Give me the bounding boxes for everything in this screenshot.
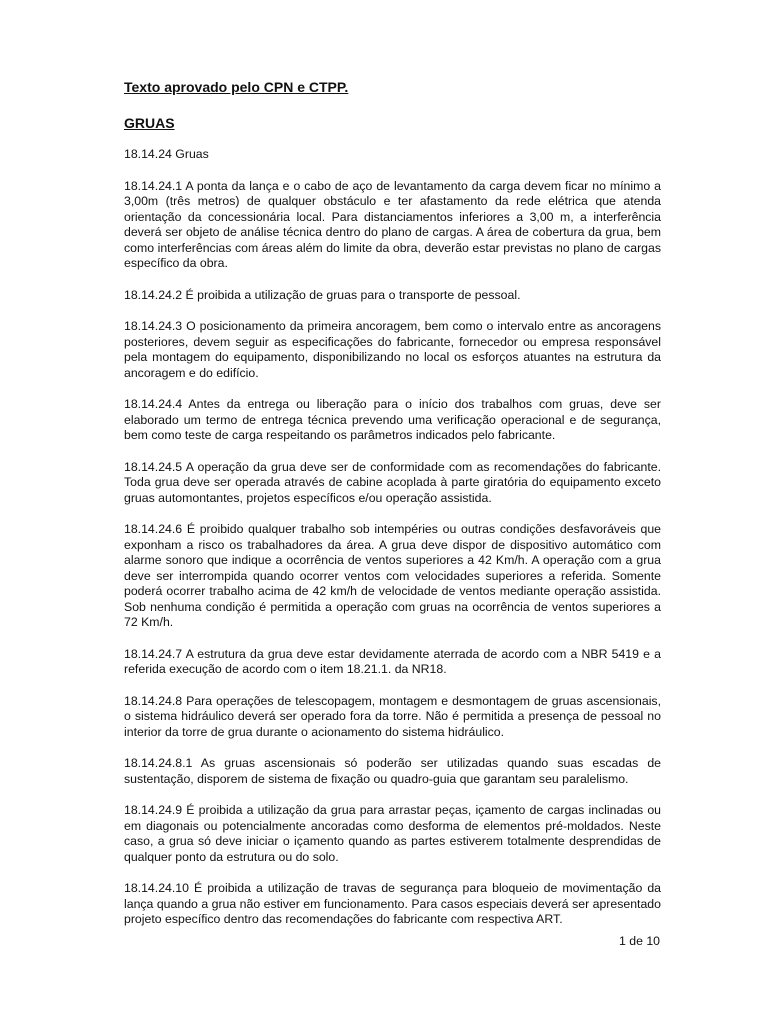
paragraph-18-14-24-7: 18.14.24.7 A estrutura da grua deve estar devidamente aterrada de acordo com a NBR 5419 e a referida execução de acordo com o item 18.21.1. da NR18.: [124, 646, 661, 676]
paragraph-18-14-24-8: 18.14.24.8 Para operações de telescopagem, montagem e desmontagem de gruas ascensionais, o sistema hidráulico deverá ser operado fora da torre. Não é permitida a presença de pessoal no interior da torre de grua durante o acionamento do sistema hidráulico.: [124, 693, 661, 739]
paragraph-18-14-24-2: 18.14.24.2 É proibida a utilização de gruas para o transporte de pessoal.: [124, 287, 521, 302]
paragraph-18-14-24-3: 18.14.24.3 O posicionamento da primeira ancoragem, bem como o intervalo entre as ancoragens posteriores, devem seguir as especificações do fabricante, fornecedor ou empresa responsável pela montagem do equipamento, disponibilizando no local os esforços atuantes na estrutura da ancoragem e do edifício.: [124, 319, 661, 380]
paragraph-18-14-24-8-1: 18.14.24.8.1 As gruas ascensionais só poderão ser utilizadas quando suas escadas de sustentação, disporem de sistema de fixação ou quadro-guia que garantam seu paralelismo.: [124, 756, 661, 786]
document-body: [124, 78, 661, 944]
section-heading: GRUAS: [124, 115, 175, 131]
section-label: 18.14.24 Gruas: [124, 147, 209, 161]
paragraph-18-14-24-6: 18.14.24.6 É proibido qualquer trabalho sob intempéries ou outras condições desfavoráveis que exponham a risco os trabalhadores da área. A grua deve dispor de dispositivo automático com alarme sonoro que indique a ocorrência de ventos superiores a 42 Km/h. A operação com a grua deve ser interrompida quando ocorrer ventos com velocidades superiores a referida. Somente poderá ocorrer trabalho acima de 42 km/h de velocidade de ventos mediante operação assistida. Sob nenhuma condição é permitida a operação com gruas na ocorrência de ventos superiores a 72 Km/h.: [124, 522, 661, 629]
paragraph-18-14-24-4: 18.14.24.4 Antes da entrega ou liberação para o início dos trabalhos com gruas, deve ser elaborado um termo de entrega técnica prevendo uma verificação operacional e de segurança, bem como teste de carga respeitando os parâmetros indicados pelo fabricante.: [124, 397, 661, 442]
paragraph-18-14-24-5: 18.14.24.5 A operação da grua deve ser de conformidade com as recomendações do fabricante. Toda grua deve ser operada através de cabine acoplada à parte giratória do equipamento exceto gruas automontantes, projetos específicos e/ou operação assistida.: [124, 459, 661, 505]
document-title: Texto aprovado pelo CPN e CTPP.: [124, 79, 349, 95]
paragraph-18-14-24-1: 18.14.24.1 A ponta da lança e o cabo de aço de levantamento da carga devem ficar no mínimo a 3,00m (três metros) de qualquer obstáculo e ter afastamento da rede elétrica que atenda orientação da concessionária local. Para distanciamentos inferiores a 3,00 m, a interferência deverá ser objeto de análise técnica dentro do plano de cargas. A área de cobertura da grua, bem como interferências com áreas além do limite da obra, deverão estar previstas no plano de cargas específico da obra.: [124, 178, 661, 270]
page-number: 1 de 10: [618, 934, 660, 948]
paragraph-18-14-24-10: 18.14.24.10 É proibida a utilização de travas de segurança para bloqueio de movimentação da lança quando a grua não estiver em funcionamento. Para casos especiais deverá ser apresentado projeto específico dentro das recomendações do fabricante com respectiva ART.: [124, 881, 661, 926]
paragraph-18-14-24-9: 18.14.24.9 É proibida a utilização da grua para arrastar peças, içamento de cargas inclinadas ou em diagonais ou potencialmente ancoradas como desforma de elementos pré-moldados. Neste caso, a grua só deve iniciar o içamento quando as partes estiverem totalmente desprendidas de qualquer ponto da estrutura ou do solo.: [124, 803, 661, 864]
